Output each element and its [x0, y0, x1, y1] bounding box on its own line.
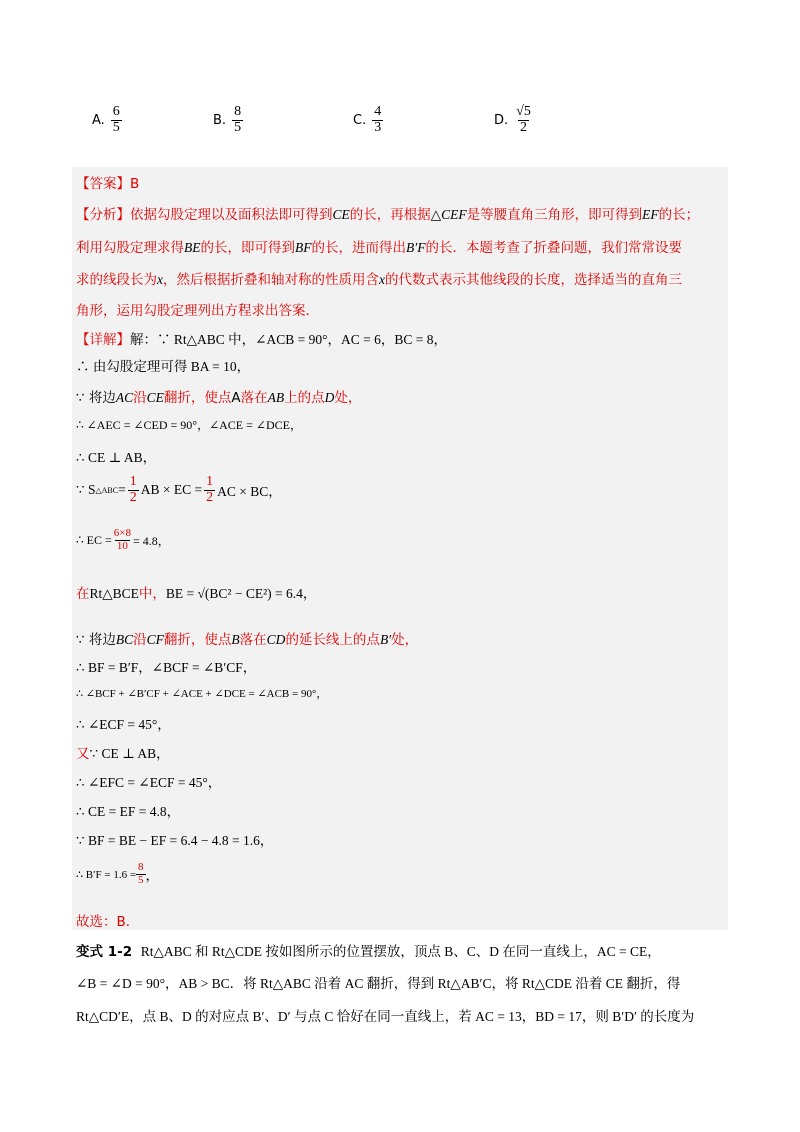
- option-d-fraction: [514, 105, 533, 135]
- option-d-label: D.: [494, 112, 509, 128]
- step-9: ∴ BF = B′F，∠BCF = ∠B′CF，: [76, 660, 257, 675]
- option-b-denominator: 5: [234, 119, 242, 135]
- step-text: 上的点: [284, 390, 325, 406]
- step-12: [76, 742, 170, 762]
- detail-line-intro: [76, 328, 447, 348]
- option-d-numerator: √5: [516, 103, 531, 119]
- math-x: x: [379, 272, 385, 287]
- analysis-line-4: 角形，运用勾股定理列出方程求出答案．: [76, 303, 319, 319]
- analysis-tag: 【分析】: [76, 207, 130, 223]
- analysis-text: 的长．本题考查了折叠问题，我们常常设要: [425, 240, 682, 256]
- step-text: ∴ EC =: [76, 532, 112, 547]
- fraction-denominator: 2: [129, 489, 137, 505]
- analysis-text: 的长，进而得出: [311, 240, 406, 256]
- option-d: [494, 100, 533, 140]
- fraction-denominator: 5: [138, 873, 144, 886]
- detail-intro: 解：∵ Rt△ABC 中，∠ACB = 90°，AC = 6，BC = 8，: [130, 332, 447, 347]
- option-d-denominator: 2: [520, 119, 527, 135]
- analysis-text: ，然后根据折叠和轴对称的性质用含: [163, 272, 379, 288]
- math-bc: BC: [115, 632, 134, 647]
- math-d: D: [324, 390, 335, 405]
- half-fraction: [204, 475, 215, 505]
- option-b-numerator: 8: [234, 103, 242, 119]
- math-ce: CE: [146, 390, 164, 405]
- step-text: 又: [76, 746, 90, 762]
- step-text: 在: [76, 586, 90, 602]
- step-text: 的延长线上的点: [285, 632, 380, 648]
- step-text: ∵ S: [76, 482, 96, 497]
- math-cf: CF: [146, 632, 164, 647]
- analysis-line-3: [76, 268, 682, 288]
- variant-line-1: [76, 940, 661, 960]
- step-text: 落在: [240, 390, 268, 406]
- analysis-text: 的代数式表示其他线段的长度，选择适当的直角三: [385, 272, 682, 288]
- step-3: ∴ ∠AEC = ∠CED = 90°，∠ACE = ∠DCE，: [76, 418, 302, 432]
- option-a-fraction: [111, 105, 122, 135]
- step-11: ∴ ∠ECF = 45°，: [76, 717, 171, 732]
- math-cef: △CEF: [430, 207, 467, 222]
- step-16: [76, 856, 159, 892]
- option-a-numerator: 6: [112, 103, 120, 119]
- analysis-text: 的长；: [658, 207, 700, 223]
- analysis-text: 求的线段长为: [76, 272, 157, 288]
- math-x: x: [157, 272, 163, 287]
- variant-line-2: ∠B = ∠D = 90°，AB > BC．将 Rt△ABC 沿着 AC 翻折，得到 Rt△AB′C，将 Rt△CDE 沿着 CE 翻折，得: [76, 976, 681, 991]
- analysis-line-2: [76, 236, 682, 256]
- option-a: [92, 100, 122, 140]
- step-text: 翻折，使点: [163, 632, 232, 648]
- analysis-text: 依据勾股定理以及面积法即可得到: [130, 207, 333, 223]
- step-1: ∴ 由勾股定理可得 BA = 10，: [76, 359, 251, 374]
- analysis-text: 的长，即可得到: [200, 240, 295, 256]
- math-bp: B′: [379, 632, 392, 647]
- option-c: [353, 100, 383, 140]
- step-text: = 4.8，: [132, 533, 170, 548]
- math-cd: CD: [266, 632, 286, 647]
- option-b-fraction: [232, 105, 243, 135]
- step-text: ∵ 将边: [76, 390, 116, 406]
- ec-fraction: [112, 528, 133, 552]
- option-a-denominator: 5: [112, 119, 120, 135]
- analysis-line-1: [76, 203, 699, 223]
- variant-line-3: Rt△CD′E，点 B、D 的对应点 B′、D′ 与点 C 恰好在同一直线上，若 AC = 13，BD = 17，则 B′D′ 的长度为: [76, 1009, 695, 1024]
- final-choice: 故选：B．: [76, 914, 140, 930]
- math-b: B: [231, 632, 240, 647]
- fraction-numerator: 8: [138, 860, 144, 873]
- math-triangle-bce: Rt△BCE: [89, 586, 139, 601]
- math-be: BE: [184, 240, 201, 255]
- analysis-text: 是等腰直角三角形，即可得到: [466, 207, 643, 223]
- step-text: ∴ B′F = 1.6 =: [76, 868, 137, 881]
- step-6: [76, 522, 170, 558]
- step-13: ∴ ∠EFC = ∠ECF = 45°，: [76, 775, 222, 790]
- step-8: [76, 628, 418, 648]
- step-text: AC × BC，: [217, 484, 282, 499]
- step-text: 中，: [138, 586, 166, 602]
- step-subscript: △ABC: [95, 485, 119, 495]
- fraction-numerator: 1: [129, 473, 137, 489]
- math-bpf: B′F: [406, 240, 426, 255]
- step-10: ∴ ∠BCF + ∠B′CF + ∠ACE + ∠DCE = ∠ACB = 90°，: [76, 688, 328, 700]
- step-text: 落在: [239, 632, 267, 648]
- option-b: [213, 100, 243, 140]
- variant-tag: 变式 1-2: [76, 944, 133, 960]
- analysis-text: 利用勾股定理求得: [76, 240, 184, 256]
- fraction-numerator: 1: [206, 473, 214, 489]
- step-text: 处，: [334, 390, 362, 406]
- step-text: AB × EC =: [140, 482, 203, 497]
- analysis-text: 的长，再根据: [349, 207, 431, 223]
- option-c-fraction: [372, 105, 383, 135]
- step-7: [76, 582, 316, 602]
- step-text: ，: [145, 868, 160, 883]
- option-c-numerator: 4: [374, 103, 382, 119]
- option-b-label: B.: [213, 112, 227, 128]
- detail-tag: 【详解】: [76, 332, 130, 348]
- fraction-denominator: 2: [206, 489, 214, 505]
- math-bf: BF: [295, 240, 312, 255]
- step-4: ∴ CE ⊥ AB，: [76, 450, 157, 465]
- step-text: 沿: [133, 390, 147, 406]
- math-ac: AC: [115, 390, 134, 405]
- math-ce: CE: [332, 207, 350, 222]
- step-14: ∴ CE = EF = 4.8，: [76, 804, 181, 819]
- variant-text: Rt△ABC 和 Rt△CDE 按如图所示的位置摆放，顶点 B、C、D 在同一直线上，AC = CE，: [140, 944, 661, 959]
- step-text: 翻折，使点: [163, 390, 232, 406]
- step-text: 沿: [133, 632, 147, 648]
- step-15: ∵ BF = BE − EF = 6.4 − 4.8 = 1.6，: [76, 833, 274, 848]
- option-c-denominator: 3: [374, 119, 382, 135]
- fraction-numerator: 6×8: [113, 526, 131, 539]
- step-text: ∵ 将边: [76, 632, 116, 648]
- math-ab: AB: [267, 390, 285, 405]
- fraction-denominator: 10: [116, 539, 128, 552]
- step-text: =: [118, 482, 126, 497]
- option-a-label: A.: [92, 112, 105, 128]
- step-text: 处，: [391, 632, 419, 648]
- result-fraction: [136, 862, 146, 886]
- math-ef: EF: [642, 207, 659, 222]
- step-5: [76, 472, 282, 508]
- step-2: [76, 386, 361, 406]
- answer-tag: 【答案】B: [76, 176, 140, 192]
- step-math: ∵ CE ⊥ AB，: [89, 746, 170, 761]
- option-c-label: C.: [353, 112, 367, 128]
- half-fraction: [128, 475, 139, 505]
- math-be-formula: BE = √(BC² − CE²) = 6.4，: [165, 586, 317, 601]
- math-a: A: [231, 390, 241, 406]
